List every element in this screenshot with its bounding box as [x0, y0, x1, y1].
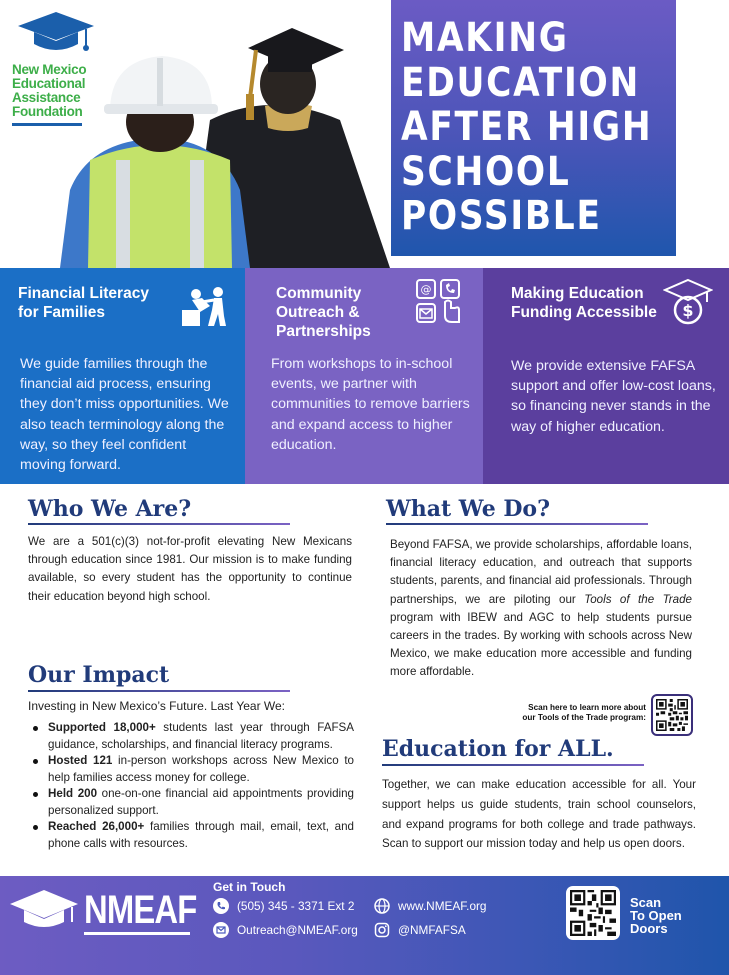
panel-title-line: Making Education	[511, 285, 644, 302]
services-panels	[0, 268, 729, 484]
devices-contact-icon	[415, 278, 463, 324]
panel-title-line: Community	[276, 285, 362, 302]
scan-line: Scan	[630, 895, 662, 910]
phone-number: (505) 345 - 3371 Ext 2	[237, 899, 355, 913]
headline-line: EDUCATION	[401, 59, 640, 106]
instagram-handle: @NMFAFSA	[398, 923, 466, 937]
email-icon	[213, 922, 229, 938]
panel-title-line: Outreach &	[276, 304, 360, 321]
impact-detail: students last year through FAFSA guidance, scholarships, and financial literacy programs.	[48, 721, 354, 751]
heading-rule	[28, 690, 290, 692]
instagram-link[interactable]	[374, 922, 466, 938]
education-for-all-text: Together, we can make education accessible for all. Your support helps us guide students, train school counselors, and expand programs for both college and trade pathways. Scan to support our mission today and help us open doors.	[382, 778, 696, 851]
globe-icon	[374, 898, 390, 914]
qr-caption	[486, 703, 646, 723]
email-contact[interactable]	[213, 922, 358, 938]
scan-line: Doors	[630, 921, 668, 936]
heading-rule	[28, 523, 290, 525]
impact-stat: Held 200	[48, 787, 98, 800]
logo-line: Foundation	[12, 104, 83, 119]
panel-description: From workshops to in-school events, we partner with communities to remove barriers and expand access to higher education.	[271, 356, 470, 453]
panel-funding-accessible	[483, 268, 729, 484]
email-address: Outreach@NMEAF.org	[237, 923, 358, 937]
list-item	[28, 786, 354, 819]
what-we-do-text	[390, 536, 692, 682]
impact-intro: Investing in New Mexico’s Future. Last Year We:	[28, 699, 286, 713]
tools-of-trade-qr-code[interactable]	[651, 694, 693, 736]
education-for-all-heading: Education for ALL.	[382, 736, 614, 762]
heading-rule	[382, 764, 644, 766]
tools-of-the-trade-italic: Tools of the Trade	[584, 592, 692, 606]
qr-caption-line: our Tools of the Trade program:	[522, 713, 646, 722]
panel-description: We provide extensive FAFSA support and offer low-cost loans, so financing never stands in the way of higher education.	[511, 358, 716, 435]
website-link[interactable]	[374, 898, 487, 914]
heading-rule	[386, 523, 648, 525]
panel-title	[18, 284, 149, 322]
who-we-are-text: We are a 501(c)(3) not-for-profit elevating New Mexicans through education since 1981. Our mission is to make funding available, so every student has the opportunity to continue their education beyond high school.	[28, 535, 352, 603]
footer	[0, 876, 729, 975]
svg-text:@: @	[420, 283, 432, 296]
impact-detail: one-on-one financial aid appointments providing personalized support.	[48, 787, 354, 817]
impact-list	[28, 720, 354, 852]
phone-icon	[213, 898, 229, 914]
our-impact-heading: Our Impact	[28, 662, 170, 688]
headline-line: SCHOOL	[401, 148, 571, 195]
instagram-icon	[374, 922, 390, 938]
headline-line: POSSIBLE	[401, 193, 602, 239]
svg-text:$: $	[682, 301, 694, 320]
panel-community-outreach	[245, 268, 483, 484]
get-in-touch-heading: Get in Touch	[213, 880, 286, 894]
list-item	[28, 753, 354, 786]
panel-title	[511, 284, 657, 322]
phone-contact[interactable]	[213, 898, 354, 914]
donate-qr-code[interactable]	[566, 886, 620, 940]
footer-brand[interactable]: NMEAF	[84, 888, 197, 932]
who-we-are-heading: Who We Are?	[28, 496, 192, 522]
hero-section	[0, 0, 729, 268]
panel-title	[276, 284, 371, 341]
panel-description: We guide families through the financial aid process, ensuring they don’t miss opportunities. We also teach terminology along the way, so they feel confident moving forward.	[20, 356, 229, 474]
logo-line: New Mexico	[12, 62, 87, 77]
list-item	[28, 720, 354, 753]
graduation-cap-icon	[8, 886, 80, 934]
impact-stat: Supported 18,000+	[48, 721, 156, 734]
impact-detail: in-person workshops across New Mexico to help families access money for college.	[48, 754, 355, 784]
impact-stat: Reached 26,000+	[48, 820, 145, 833]
headline-banner	[391, 0, 676, 256]
panel-title-line: Financial Literacy	[18, 285, 149, 302]
headline-line: MAKING	[401, 15, 569, 61]
impact-detail: families through mail, email, text, and phone calls with resources.	[48, 820, 354, 850]
panel-title-line: Partnerships	[276, 323, 371, 340]
logo-line: Educational	[12, 76, 86, 91]
qr-code-icon	[570, 890, 616, 936]
text-span: Beyond FAFSA, we provide scholarships, affordable loans, financial literacy education, and outreach that supports students, parents, and financial aid professionals. Through partnerships, we are piloting our	[390, 538, 692, 606]
website-url: www.NMEAF.org	[398, 899, 487, 913]
panel-title-line: for Families	[18, 304, 105, 321]
what-we-do-heading: What We Do?	[386, 496, 550, 522]
impact-stat: Hosted 121	[48, 754, 113, 767]
climbing-help-icon	[180, 286, 230, 328]
panel-financial-literacy	[0, 268, 245, 484]
brand-underline	[84, 932, 190, 935]
qr-caption-line: Scan here to learn more about	[528, 703, 646, 712]
page-title	[401, 15, 653, 239]
list-item	[28, 819, 354, 852]
panel-title-line: Funding Accessible	[511, 304, 657, 321]
hero-photo-worker-and-graduate	[60, 10, 400, 268]
graduation-dollar-icon	[663, 278, 713, 328]
headline-line: AFTER HIGH	[401, 104, 653, 150]
logo-line: Assistance	[12, 90, 81, 105]
text-span: program with IBEW and AGC to help students pursue careers in the trades. By working with schools across New Mexico, we make education more accessible and funding more affordable.	[390, 610, 692, 679]
qr-code-icon	[656, 699, 688, 731]
scan-to-open-doors	[630, 896, 682, 935]
scan-line: To Open	[630, 908, 682, 923]
